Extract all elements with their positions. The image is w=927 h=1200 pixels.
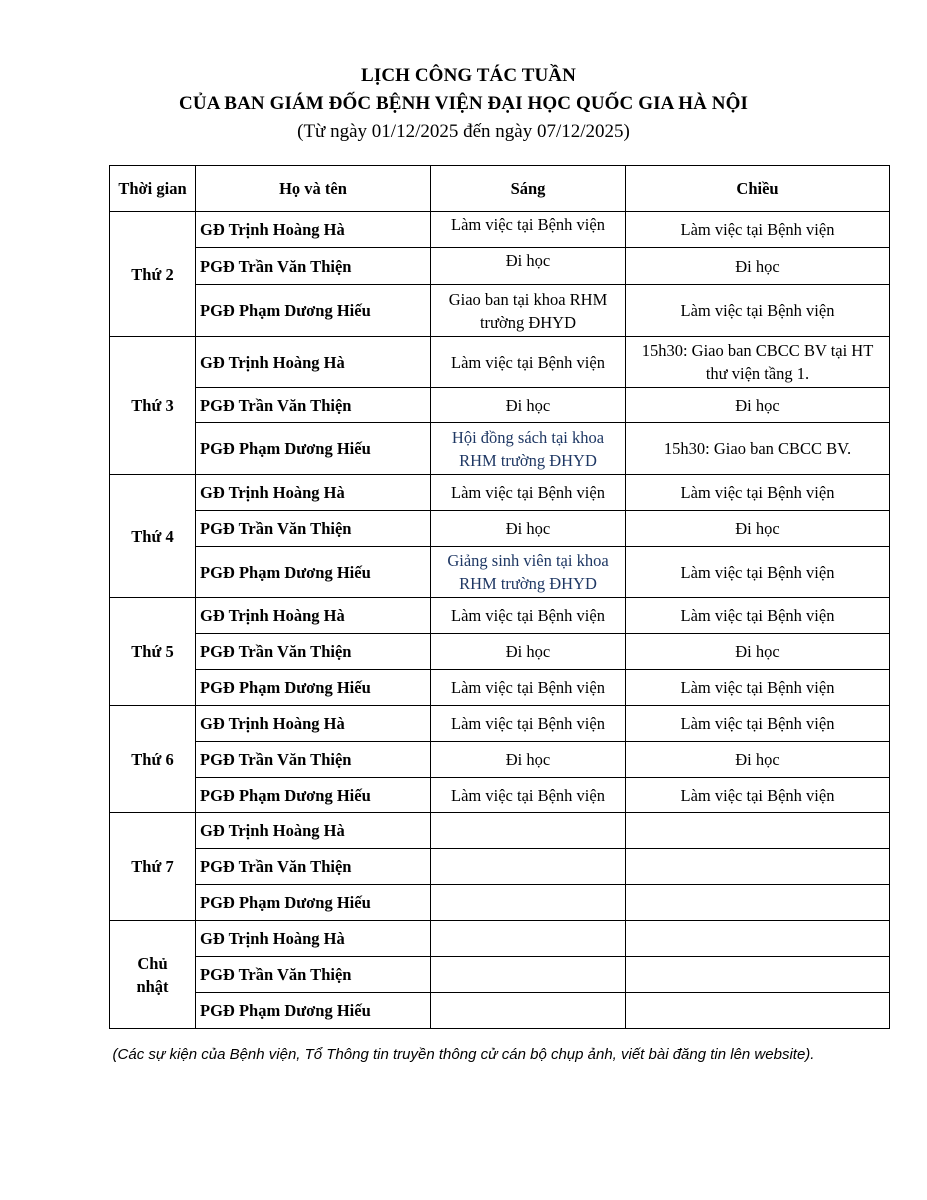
morning-cell: Làm việc tại Bệnh viện bbox=[431, 778, 626, 813]
table-row bbox=[110, 212, 890, 248]
table-row bbox=[110, 285, 890, 337]
afternoon-cell bbox=[626, 885, 890, 921]
afternoon-cell: 15h30: Giao ban CBCC BV. bbox=[626, 423, 890, 475]
afternoon-cell bbox=[626, 993, 890, 1029]
afternoon-cell bbox=[626, 957, 890, 993]
afternoon-cell: Đi học bbox=[626, 634, 890, 670]
person-name: GĐ Trịnh Hoàng Hà bbox=[196, 212, 431, 248]
afternoon-cell bbox=[626, 921, 890, 957]
morning-cell: Làm việc tại Bệnh viện bbox=[431, 670, 626, 706]
person-name: PGĐ Phạm Dương Hiếu bbox=[196, 885, 431, 921]
afternoon-cell: Đi học bbox=[626, 248, 890, 285]
morning-cell: Làm việc tại Bệnh viện bbox=[431, 212, 626, 248]
person-name: PGĐ Phạm Dương Hiếu bbox=[196, 993, 431, 1029]
person-name: GĐ Trịnh Hoàng Hà bbox=[196, 706, 431, 742]
header-row bbox=[110, 166, 890, 212]
col-header-name: Họ và tên bbox=[196, 166, 431, 212]
person-name: GĐ Trịnh Hoàng Hà bbox=[196, 475, 431, 511]
table-row bbox=[110, 670, 890, 706]
morning-cell bbox=[431, 813, 626, 849]
person-name: GĐ Trịnh Hoàng Hà bbox=[196, 598, 431, 634]
person-name: PGĐ Trần Văn Thiện bbox=[196, 742, 431, 778]
day-label: Chủ nhật bbox=[110, 921, 196, 1029]
table-row bbox=[110, 778, 890, 813]
table-row bbox=[110, 511, 890, 547]
footnote: (Các sự kiện của Bệnh viện, Tổ Thông tin truyền thông cử cán bộ chụp ảnh, viết bài đăng tin lên website). bbox=[112, 1046, 815, 1063]
morning-cell bbox=[431, 885, 626, 921]
table-row bbox=[110, 634, 890, 670]
morning-cell: Làm việc tại Bệnh viện bbox=[431, 598, 626, 634]
morning-cell: Đi học bbox=[431, 388, 626, 423]
afternoon-cell: Làm việc tại Bệnh viện bbox=[626, 598, 890, 634]
morning-cell: Làm việc tại Bệnh viện bbox=[431, 475, 626, 511]
day-label: Thứ 7 bbox=[110, 813, 196, 921]
afternoon-cell: Làm việc tại Bệnh viện bbox=[626, 212, 890, 248]
col-header-morning: Sáng bbox=[431, 166, 626, 212]
morning-cell: Hội đồng sách tại khoa RHM trường ĐHYD bbox=[431, 423, 626, 475]
col-header-time: Thời gian bbox=[110, 166, 196, 212]
afternoon-cell: Đi học bbox=[626, 388, 890, 423]
afternoon-cell: Làm việc tại Bệnh viện bbox=[626, 670, 890, 706]
morning-cell: Giao ban tại khoa RHM trường ĐHYD bbox=[431, 285, 626, 337]
day-label: Thứ 4 bbox=[110, 475, 196, 598]
table-row bbox=[110, 742, 890, 778]
person-name: PGĐ Phạm Dương Hiếu bbox=[196, 670, 431, 706]
afternoon-cell: 15h30: Giao ban CBCC BV tại HT thư viện tầng 1. bbox=[626, 337, 890, 388]
table-row bbox=[110, 849, 890, 885]
afternoon-cell: Làm việc tại Bệnh viện bbox=[626, 285, 890, 337]
table-row bbox=[110, 993, 890, 1029]
morning-cell bbox=[431, 993, 626, 1029]
morning-cell: Đi học bbox=[431, 742, 626, 778]
morning-cell bbox=[431, 849, 626, 885]
afternoon-cell: Làm việc tại Bệnh viện bbox=[626, 778, 890, 813]
person-name: PGĐ Phạm Dương Hiếu bbox=[196, 285, 431, 337]
person-name: PGĐ Trần Văn Thiện bbox=[196, 248, 431, 285]
title-line-1: LỊCH CÔNG TÁC TUẦN bbox=[361, 65, 576, 86]
person-name: PGĐ Phạm Dương Hiếu bbox=[196, 547, 431, 598]
day-label: Thứ 3 bbox=[110, 337, 196, 475]
date-range: (Từ ngày 01/12/2025 đến ngày 07/12/2025) bbox=[297, 121, 630, 142]
table-row bbox=[110, 598, 890, 634]
schedule-table bbox=[109, 165, 890, 1029]
day-label: Thứ 6 bbox=[110, 706, 196, 813]
afternoon-cell bbox=[626, 849, 890, 885]
person-name: PGĐ Phạm Dương Hiếu bbox=[196, 778, 431, 813]
morning-cell: Đi học bbox=[431, 634, 626, 670]
table-row bbox=[110, 388, 890, 423]
morning-cell: Đi học bbox=[431, 248, 626, 285]
morning-cell bbox=[431, 921, 626, 957]
table-row bbox=[110, 423, 890, 475]
table-row bbox=[110, 813, 890, 849]
afternoon-cell: Làm việc tại Bệnh viện bbox=[626, 547, 890, 598]
person-name: PGĐ Phạm Dương Hiếu bbox=[196, 423, 431, 475]
morning-cell: Làm việc tại Bệnh viện bbox=[431, 337, 626, 388]
col-header-afternoon: Chiều bbox=[626, 166, 890, 212]
afternoon-cell: Đi học bbox=[626, 742, 890, 778]
afternoon-cell: Đi học bbox=[626, 511, 890, 547]
table-row bbox=[110, 475, 890, 511]
person-name: PGĐ Trần Văn Thiện bbox=[196, 511, 431, 547]
day-label: Thứ 2 bbox=[110, 212, 196, 337]
person-name: PGĐ Trần Văn Thiện bbox=[196, 388, 431, 423]
afternoon-cell: Làm việc tại Bệnh viện bbox=[626, 706, 890, 742]
table-row bbox=[110, 337, 890, 388]
morning-cell: Đi học bbox=[431, 511, 626, 547]
morning-cell: Giảng sinh viên tại khoa RHM trường ĐHYD bbox=[431, 547, 626, 598]
morning-cell: Làm việc tại Bệnh viện bbox=[431, 706, 626, 742]
table-row bbox=[110, 547, 890, 598]
person-name: GĐ Trịnh Hoàng Hà bbox=[196, 813, 431, 849]
person-name: GĐ Trịnh Hoàng Hà bbox=[196, 337, 431, 388]
title-line-2: CỦA BAN GIÁM ĐỐC BỆNH VIỆN ĐẠI HỌC QUỐC GIA HÀ NỘI bbox=[179, 93, 748, 114]
day-label: Thứ 5 bbox=[110, 598, 196, 706]
person-name: PGĐ Trần Văn Thiện bbox=[196, 957, 431, 993]
document-header bbox=[0, 62, 927, 146]
table-row bbox=[110, 885, 890, 921]
person-name: PGĐ Trần Văn Thiện bbox=[196, 634, 431, 670]
table-row bbox=[110, 248, 890, 285]
person-name: GĐ Trịnh Hoàng Hà bbox=[196, 921, 431, 957]
table-row bbox=[110, 957, 890, 993]
table-row bbox=[110, 706, 890, 742]
morning-cell bbox=[431, 957, 626, 993]
person-name: PGĐ Trần Văn Thiện bbox=[196, 849, 431, 885]
afternoon-cell: Làm việc tại Bệnh viện bbox=[626, 475, 890, 511]
afternoon-cell bbox=[626, 813, 890, 849]
table-row bbox=[110, 921, 890, 957]
